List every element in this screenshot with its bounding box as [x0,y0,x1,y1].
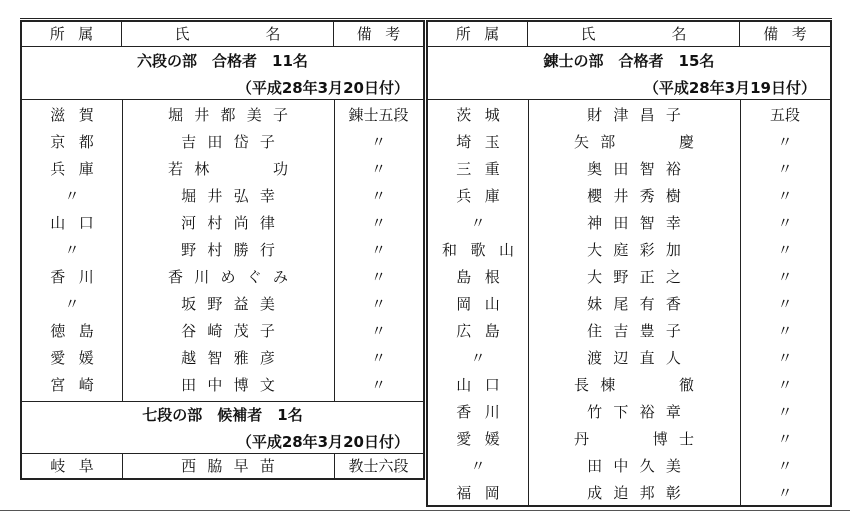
name-cell: 越智雅彦 [181,349,287,367]
affiliation-cell: 〃 [470,349,499,367]
affiliation-cell: 滋賀 [50,106,108,124]
table-row [428,345,830,372]
affiliation-cell: 広島 [456,322,514,340]
table-row [428,102,830,129]
name-cell: 大野正之 [587,268,693,286]
header-affiliation: 所属 [428,22,528,46]
header-name-second: 名 [671,25,687,43]
remark-cell: 〃 [777,457,793,475]
table-row [428,453,830,480]
remark-cell: 〃 [370,133,386,151]
name-cell: 成迫邦彰 [587,484,693,502]
name-cell: 奥田智裕 [587,160,693,178]
remark-cell: 〃 [370,241,386,259]
remark-cell: 五段 [769,106,800,124]
affiliation-cell: 愛媛 [50,349,108,367]
remark-cell: 〃 [777,403,793,421]
remark-cell: 〃 [777,376,793,394]
affiliation-cell: 宮崎 [50,376,108,394]
table-row [428,399,830,426]
table-row [22,183,423,210]
name-cell: 堀井弘幸 [181,187,287,205]
section-date: （平成28年3月20日付） [236,79,409,97]
remark-cell: 〃 [370,214,386,232]
affiliation-cell: 岐阜 [50,457,108,475]
name-cell: 香川めぐみ [167,268,300,286]
remark-cell: 〃 [777,214,793,232]
table-row [22,372,423,399]
name-cell: 大庭彩加 [587,241,693,259]
divider [22,99,423,100]
table-row [22,318,423,345]
remark-cell: 〃 [777,322,793,340]
name-cell: 谷崎茂子 [181,322,287,340]
name-cell: 櫻井秀樹 [587,187,693,205]
remark-cell: 〃 [370,187,386,205]
affiliation-cell: 山口 [50,214,108,232]
bottom-rule [0,510,850,511]
name-cell: 若林 功 [167,160,300,178]
name-cell: 西脇早苗 [181,457,287,475]
table-row [22,291,423,318]
table-row [22,345,423,372]
right-table [426,20,832,507]
table-row [428,210,830,237]
table-row [428,264,830,291]
section-title: 錬士の部 合格者 15名 [543,52,715,70]
remark-cell: 〃 [370,160,386,178]
name-cell: 妹尾有香 [587,295,693,313]
name-cell: 竹下裕章 [587,403,693,421]
affiliation-cell: 兵庫 [50,160,108,178]
divider [22,401,423,402]
table-row [22,264,423,291]
affiliation-cell: 山口 [456,376,514,394]
name-cell: 田中博文 [181,376,287,394]
name-cell: 長棟 徹 [573,376,706,394]
table-row [22,156,423,183]
name-cell: 河村尚律 [181,214,287,232]
name-cell: 渡辺直人 [587,349,693,367]
affiliation-cell: 福岡 [456,484,514,502]
affiliation-cell: 〃 [64,295,93,313]
section-date: （平成28年3月20日付） [236,433,409,451]
affiliation-cell: 三重 [456,160,514,178]
remark-cell: 〃 [777,295,793,313]
section-date: （平成28年3月19日付） [643,79,816,97]
table-row [428,183,830,210]
affiliation-cell: 〃 [64,241,93,259]
affiliation-cell: 香川 [456,403,514,421]
table-row [428,237,830,264]
name-cell: 丹 博士 [573,430,706,448]
table-row [428,318,830,345]
table-row [428,291,830,318]
header-name-first: 氏 [580,25,596,43]
name-cell: 住吉豊子 [587,322,693,340]
remark-cell: 〃 [777,268,793,286]
remark-cell: 〃 [370,376,386,394]
header-affiliation: 所属 [22,22,122,46]
name-cell: 矢部 慶 [573,133,706,151]
header-remarks: 備考 [763,25,821,43]
name-cell: 吉田岱子 [181,133,287,151]
divider [428,99,830,100]
affiliation-cell: 茨城 [456,106,514,124]
table-row [428,426,830,453]
remark-cell: 〃 [777,484,793,502]
affiliation-cell: 和歌山 [441,241,528,259]
table-row [22,129,423,156]
header-row [428,22,830,47]
remark-cell: 〃 [777,241,793,259]
name-cell: 田中久美 [587,457,693,475]
table-row [428,129,830,156]
table-row [22,453,423,480]
remark-cell: 錬士五段 [348,106,409,124]
table-row [22,210,423,237]
remark-cell: 〃 [370,322,386,340]
remark-cell: 〃 [370,349,386,367]
name-cell: 財津昌子 [587,106,693,124]
affiliation-cell: 香川 [50,268,108,286]
name-cell: 神田智幸 [587,214,693,232]
table-row [22,237,423,264]
affiliation-cell: 京都 [50,133,108,151]
header-row [22,22,423,47]
affiliation-cell: 島根 [456,268,514,286]
header-remarks: 備考 [356,25,414,43]
top-rule [20,18,832,19]
remark-cell: 〃 [777,133,793,151]
affiliation-cell: 愛媛 [456,430,514,448]
affiliation-cell: 兵庫 [456,187,514,205]
table-row [428,156,830,183]
table-row [428,480,830,507]
affiliation-cell: 埼玉 [456,133,514,151]
section-title: 六段の部 合格者 11名 [137,52,308,70]
name-cell: 野村勝行 [181,241,287,259]
name-cell: 堀井都美子 [167,106,300,124]
remark-cell: 〃 [370,295,386,313]
section-title: 七段の部 候補者 1名 [142,406,303,424]
remark-cell: 〃 [777,349,793,367]
affiliation-cell: 岡山 [456,295,514,313]
affiliation-cell: 〃 [470,214,499,232]
remark-cell: 〃 [777,187,793,205]
affiliation-cell: 徳島 [50,322,108,340]
name-cell: 坂野益美 [181,295,287,313]
remark-cell: 教士六段 [348,457,409,475]
header-name [122,22,334,46]
header-name-second: 名 [265,25,281,43]
left-table [20,20,425,480]
header-name [528,22,740,46]
affiliation-cell: 〃 [470,457,499,475]
remark-cell: 〃 [777,430,793,448]
table-row [428,372,830,399]
remark-cell: 〃 [777,160,793,178]
header-name-first: 氏 [174,25,190,43]
remark-cell: 〃 [370,268,386,286]
affiliation-cell: 〃 [64,187,93,205]
table-row [22,102,423,129]
